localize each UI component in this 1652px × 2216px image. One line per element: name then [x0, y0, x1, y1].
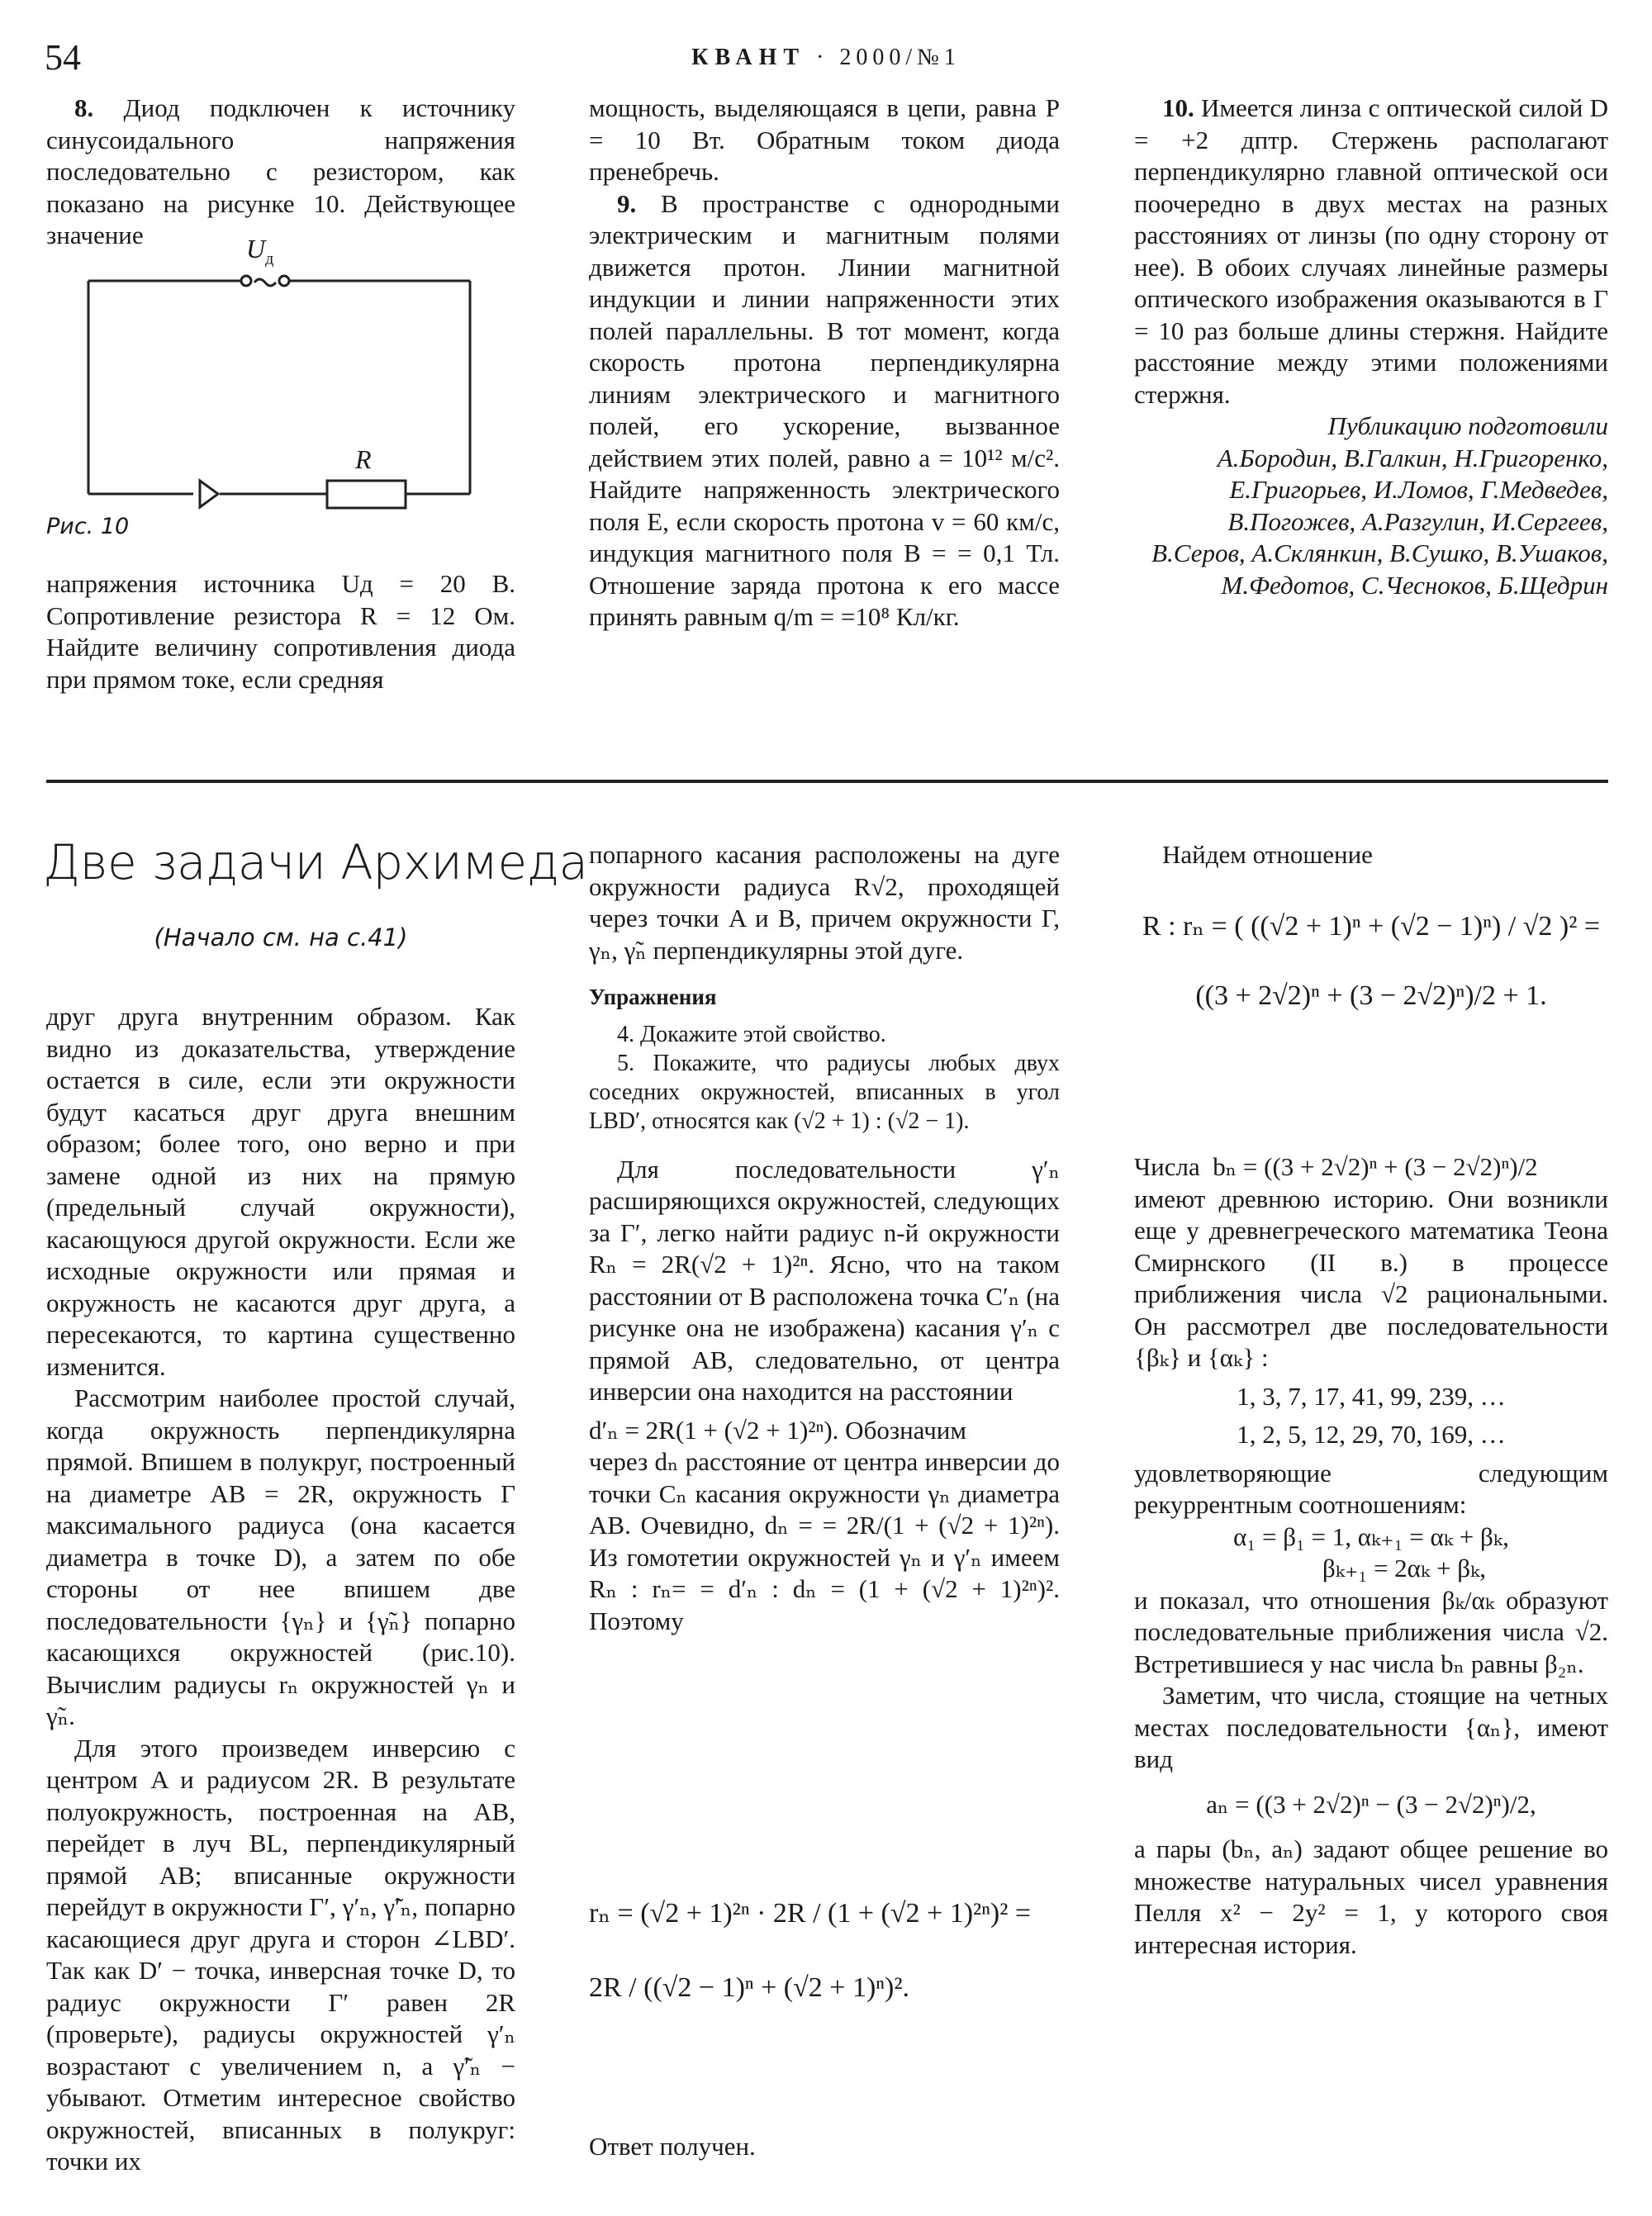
formula-an: aₙ = ((3 + 2√2)ⁿ − (3 − 2√2)ⁿ)/2,	[1206, 1789, 1536, 1819]
circuit-figure	[46, 223, 515, 537]
paragraph: и показал, что отношения βₖ/αₖ образуют последовательные приближения числа √2. Встретившиеся у нас числа bₙ равны β₂ₙ.	[1134, 1585, 1608, 1678]
problem-9-number: 9.	[617, 188, 637, 218]
recurrence-2: βₖ₊₁ = 2αₖ + βₖ,	[1322, 1554, 1487, 1583]
problem-10-text: Имеется линза с оптической силой D = +2 дптр. Стержень располагают перпендикулярно главной оптической оси поочередно в двух местах на разных расстояниях от линзы (по одну сторону от нее). В обоих случаях линейные размеры оптического изображения оказываются в Г = 10 раз больше длины стержня. Найдите расстояние между этими положениями стержня.	[1134, 93, 1608, 409]
article-column-1	[46, 1001, 515, 2178]
figure-caption: Рис. 10	[46, 514, 130, 539]
credits-names: А.Бородин, В.Галкин, Н.Григоренко, Е.Григорьев, И.Ломов, Г.Медведев, В.Погожев, А.Разгулин, И.Сергеев, В.Серов, А.Склянкин, В.Сушко, В.Ушаков, М.Федотов, С.Чесноков, Б.Щедрин	[1151, 443, 1608, 600]
resistor-label: R	[355, 444, 372, 474]
paragraph: удовлетворяющие следующим рекуррентным соотношениям:	[1134, 1458, 1608, 1519]
sequence-beta: 1, 3, 7, 17, 41, 99, 239, …	[1237, 1381, 1506, 1411]
paragraph: через dₙ расстояние от центра инверсии до точки Cₙ касания окружности γₙ диаметра AB. Очевидно, dₙ = = 2R/(1 + (√2 + 1)²ⁿ). Из гомотетии окружностей γₙ и γ′ₙ имеем Rₙ : rₙ= = d′ₙ : dₙ = (1 + (√2 + 1)²ⁿ)². Поэтому	[589, 1447, 1060, 1635]
paragraph: попарного касания расположены на дуге окружности радиуса R√2, проходящей через точки A и B, причем окружности Г, γₙ, γ̃ₙ перпендикулярны этой дуге.	[589, 840, 1060, 965]
credits-title: Публикацию подготовили	[1327, 411, 1608, 440]
issue-number: · 2000/№1	[816, 45, 961, 70]
source-voltage-label: $U_д$	[246, 234, 274, 268]
problem-8-text: Диод подключен к источнику синусоидального напряжения последовательно с резистором, как показано на рисунке 10. Действующее значение	[46, 93, 515, 249]
paragraph: Для этого произведем инверсию с центром A и радиусом 2R. В результате полуокружность, построенная на AB, перейдет в луч BL, перпендикулярный прямой AB; вписанные окружности перейдут в окружности Г′, γ′ₙ, γ̃′ₙ, попарно касающиеся друг друга и сторон ∠LBD′. Так как D′ − точка, инверсная точке D, то радиус окружности Г′ равен 2R (проверьте), радиусы окружностей γ′ₙ возрастают с увеличением n, а γ̃′ₙ − убывают. Отметим интересное свойство окружностей, вписанных в полукруг: точки их	[46, 1733, 515, 2176]
article-column-3-intro: Найдем отношение	[1162, 840, 1373, 869]
problem-8-end: мощность, выделяющаяся в цепи, равна P = 10 Вт. Обратным током диода пренебречь.	[589, 93, 1060, 186]
exercise-5: 5. Покажите, что радиусы любых двух соседних окружностей, вписанных в угол LBD′, относятся как (√2 + 1) : (√2 − 1).	[589, 1050, 1060, 1134]
article-title: Две задачи Архимеда	[43, 834, 588, 890]
paragraph: имеют древнюю историю. Они возникли еще у древнегреческого математика Теона Смирнского (II в.) в процессе приближения числа √2 рациональными. Он рассмотрел две последовательности {βₖ} и {αₖ} :	[1134, 1184, 1608, 1372]
paragraph: а пары (bₙ, aₙ) задают общее решение во множестве натуральных чисел уравнения Пелля x² − 2y² = 1, у которого своя интересная история.	[1134, 1834, 1608, 1959]
equation-d-prime: d′ₙ = 2R(1 + (√2 + 1)²ⁿ). Обозначим	[589, 1415, 966, 1445]
running-header	[644, 45, 1008, 71]
problem-10-number: 10.	[1162, 93, 1194, 122]
formula-rn: rₙ = (√2 + 1)²ⁿ · 2R / (1 + (√2 + 1)²ⁿ)² = 2R / ((√2 − 1)ⁿ + (√2 + 1)ⁿ)².	[589, 1898, 1032, 2003]
article-subtitle: (Начало см. на с.41)	[154, 923, 408, 951]
chisla-label: Числа	[1134, 1152, 1200, 1181]
formula-r-ratio: R : rₙ = ( ((√2 + 1)ⁿ + (√2 − 1)ⁿ) / √2 )² = ((3 + 2√2)ⁿ + (3 − 2√2)ⁿ)/2 + 1.	[1142, 911, 1601, 1011]
page-number: 54	[45, 37, 81, 78]
answer-line: Ответ получен.	[589, 2132, 756, 2161]
formula-bn: bₙ = ((3 + 2√2)ⁿ + (3 − 2√2)ⁿ)/2	[1213, 1152, 1538, 1181]
problem-9-text: В пространстве с однородными электрическим и магнитным полями движется протон. Линии магнитной индукции и линии напряженности этих полей параллельны. В тот момент, когда скорость протона перпендикулярна линиям электрического и магнитного полей, его ускорение, вызванное действием этих полей, равно a = 10¹² м/с². Найдите напряженность электрического поля E, если скорость протона v = 60 км/с, индукция магнитного поля B = = 0,1 Тл. Отношение заряда протона к его массе принять равным q/m = =10⁸ Кл/кг.	[589, 188, 1061, 631]
problem-8-continuation: напряжения источника Uд = 20 В. Сопротивление резистора R = 12 Ом. Найдите величину сопротивления диода при прямом токе, если средняя	[46, 569, 515, 694]
paragraph: Для последовательности γ′ₙ расширяющихся окружностей, следующих за Г′, легко найти радиус n-й окружности Rₙ = 2R(√2 + 1)²ⁿ. Ясно, что на таком расстоянии от B расположена точка C′ₙ (на рисунке она не изображена) касания γ′ₙ с прямой AB, следовательно, от центра инверсии она находится на расстоянии	[589, 1154, 1060, 1406]
article-column-2	[589, 839, 1060, 1637]
article-column-3	[1134, 1151, 1608, 1961]
exercises-heading: Упражнения	[589, 985, 717, 1009]
journal-name: КВАНТ	[691, 45, 806, 70]
recurrence-1: α₁ = β₁ = 1, αₖ₊₁ = αₖ + βₖ,	[1233, 1521, 1509, 1551]
exercise-4: 4. Докажите этой свойство.	[617, 1021, 886, 1047]
section-divider	[46, 780, 1608, 783]
paragraph: друг друга внутренним образом. Как видно из доказательства, утверждение остается в силе, если эти окружности будут касаться друг друга внешним образом; более того, оно верно и при замене одной из них на прямую (предельный случай окружности), касающуюся другой окружности. Если же исходные окружности или прямая и окружность не касаются друг друга, а пересекаются, то картина существенно изменится.	[46, 1002, 515, 1381]
sequence-alpha: 1, 2, 5, 12, 29, 70, 169, …	[1237, 1420, 1506, 1449]
problem-8-number: 8.	[74, 93, 94, 122]
paragraph: Рассмотрим наиболее простой случай, когда окружность перпендикулярна прямой. Впишем в полукруг, построенный на диаметре AB = 2R, окружность Г максимального радиуса (она касается диаметра в точке D), а затем по обе стороны от нее впишем две последовательности {γₙ} и {γ̃ₙ} попарно касающихся окружностей (рис.10). Вычислим радиусы rₙ окружностей γₙ и γ̃ₙ.	[46, 1383, 515, 1730]
problems-column-3	[1134, 93, 1608, 601]
paragraph: Заметим, что числа, стоящие на четных местах последовательности {αₙ}, имеют вид	[1134, 1681, 1608, 1773]
problems-column-2	[589, 93, 1060, 633]
